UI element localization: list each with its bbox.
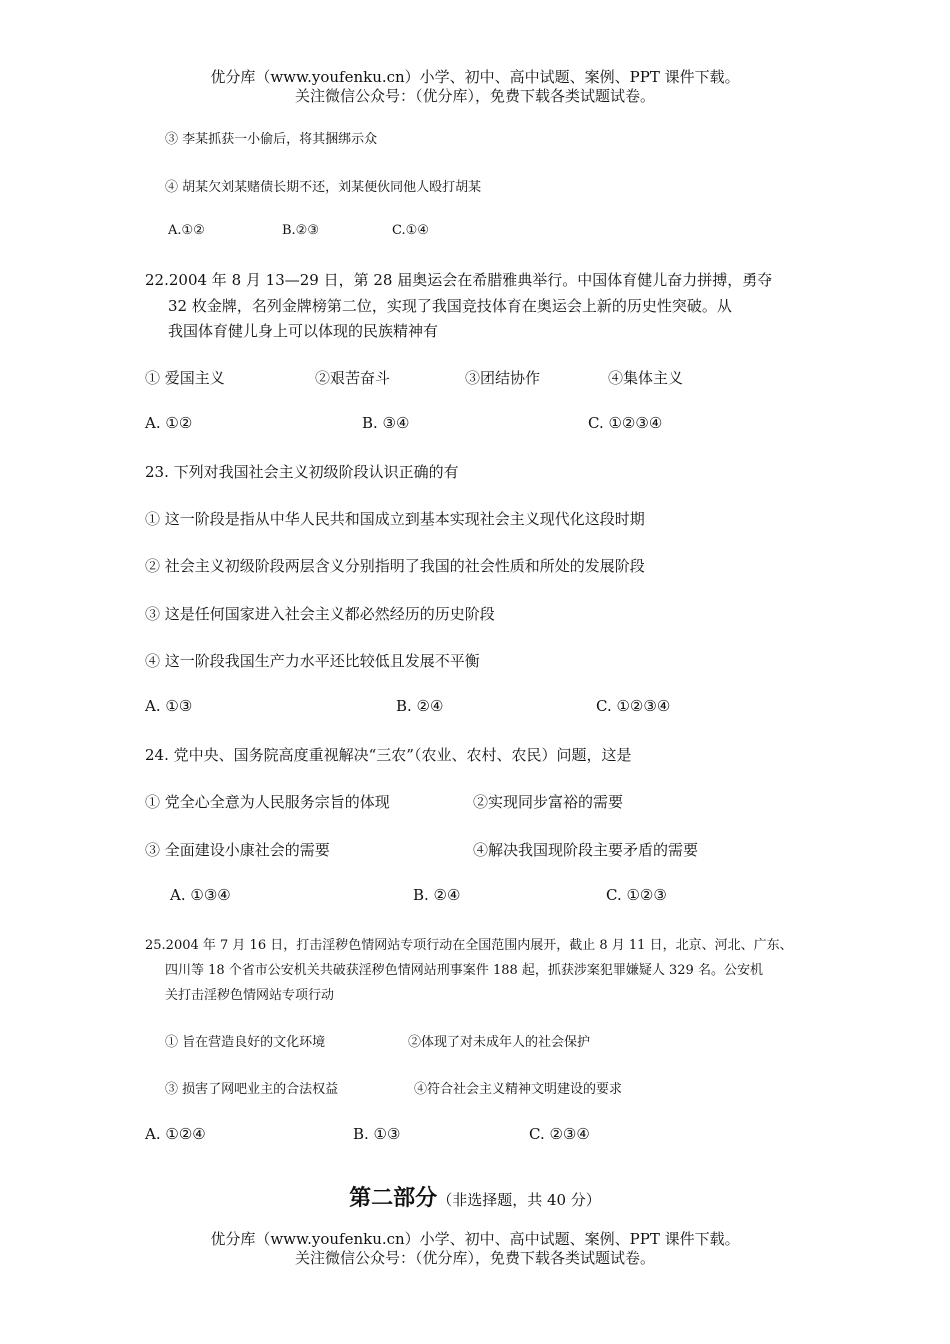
q23-item-1: ① 这一阶段是指从中华人民共和国成立到基本实现社会主义现代化这段时期 — [145, 510, 645, 528]
q21-item-4: ④ 胡某欠刘某赌债长期不还，刘某便伙同他人殴打胡某 — [165, 180, 482, 195]
q21-option-c: C.①④ — [392, 223, 429, 238]
q21-item-3: ③ 李某抓获一小偷后，将其捆绑示众 — [165, 132, 378, 147]
page-footer-line1: 优分库（www.youfenku.cn）小学、初中、高中试题、案例、PPT 课件下载。 — [210, 1230, 740, 1248]
q24-option-c: C. ①②③ — [606, 886, 667, 904]
q22-item-2: ②艰苦奋斗 — [315, 369, 391, 387]
q23-item-3: ③ 这是任何国家进入社会主义都必然经历的历史阶段 — [145, 605, 495, 623]
q25-option-c: C. ②③④ — [529, 1125, 590, 1143]
q25-stem-line2: 四川等 18 个省市公安机关共破获淫秽色情网站刑事案件 188 起，抓获涉案犯罪嫌疑人 329 名。公安机 — [165, 963, 763, 978]
part2-heading — [0, 1181, 950, 1212]
q22-item-4: ④集体主义 — [608, 369, 684, 387]
part2-title: 第二部分 — [349, 1185, 438, 1211]
page-footer-line2: 关注微信公众号：（优分库），免费下载各类试题试卷。 — [294, 1249, 655, 1267]
q23-option-b: B. ②④ — [396, 697, 444, 715]
page-header-line2: 关注微信公众号：（优分库），免费下载各类试题试卷。 — [294, 87, 655, 105]
q22-item-3: ③团结协作 — [465, 369, 541, 387]
q23-stem: 23. 下列对我国社会主义初级阶段认识正确的有 — [145, 463, 459, 481]
q23-option-c: C. ①②③④ — [596, 697, 671, 715]
q24-option-a: A. ①③④ — [170, 886, 231, 904]
q23-item-4: ④ 这一阶段我国生产力水平还比较低且发展不平衡 — [145, 652, 480, 670]
q25-item-1: ① 旨在营造良好的文化环境 — [165, 1035, 326, 1050]
q22-stem-line3: 我国体育健儿身上可以体现的民族精神有 — [168, 322, 439, 340]
q25-option-a: A. ①②④ — [145, 1125, 206, 1143]
part2-subtitle: （非选择题，共 40 分） — [437, 1191, 601, 1209]
q22-stem-line1: 22.2004 年 8 月 13—29 日，第 28 届奥运会在希腊雅典举行。中国体育健儿奋力拼搏，勇夺 — [145, 271, 773, 289]
q22-item-1: ① 爱国主义 — [145, 369, 225, 387]
q24-item-2: ②实现同步富裕的需要 — [473, 793, 624, 811]
q22-option-b: B. ③④ — [362, 414, 410, 432]
q25-stem-line3: 关打击淫秽色情网站专项行动 — [165, 988, 335, 1003]
q22-option-c: C. ①②③④ — [588, 414, 663, 432]
q25-stem-line1: 25.2004 年 7 月 16 日，打击淫秽色情网站专项行动在全国范围内展开，截止 8 月 11 日，北京、河北、广东、 — [145, 938, 793, 953]
q24-item-4: ④解决我国现阶段主要矛盾的需要 — [473, 841, 699, 859]
q24-item-3: ③ 全面建设小康社会的需要 — [145, 841, 330, 859]
page-header-line1: 优分库（www.youfenku.cn）小学、初中、高中试题、案例、PPT 课件下载。 — [210, 68, 740, 86]
q25-item-3: ③ 损害了网吧业主的合法权益 — [165, 1082, 339, 1097]
q21-option-a: A.①② — [168, 223, 205, 238]
q21-option-b: B.②③ — [282, 223, 319, 238]
q25-item-4: ④符合社会主义精神文明建设的要求 — [414, 1082, 623, 1097]
q23-item-2: ② 社会主义初级阶段两层含义分别指明了我国的社会性质和所处的发展阶段 — [145, 557, 645, 575]
q22-stem-line2: 32 枚金牌，名列金牌榜第二位，实现了我国竞技体育在奥运会上新的历史性突破。从 — [168, 297, 732, 315]
q24-item-1: ① 党全心全意为人民服务宗旨的体现 — [145, 793, 390, 811]
q23-option-a: A. ①③ — [145, 697, 193, 715]
q22-option-a: A. ①② — [145, 414, 193, 432]
q24-option-b: B. ②④ — [413, 886, 461, 904]
q24-stem: 24. 党中央、国务院高度重视解决“三农”（农业、农村、农民）问题，这是 — [145, 746, 632, 764]
q25-option-b: B. ①③ — [353, 1125, 401, 1143]
q25-item-2: ②体现了对未成年人的社会保护 — [408, 1035, 591, 1050]
